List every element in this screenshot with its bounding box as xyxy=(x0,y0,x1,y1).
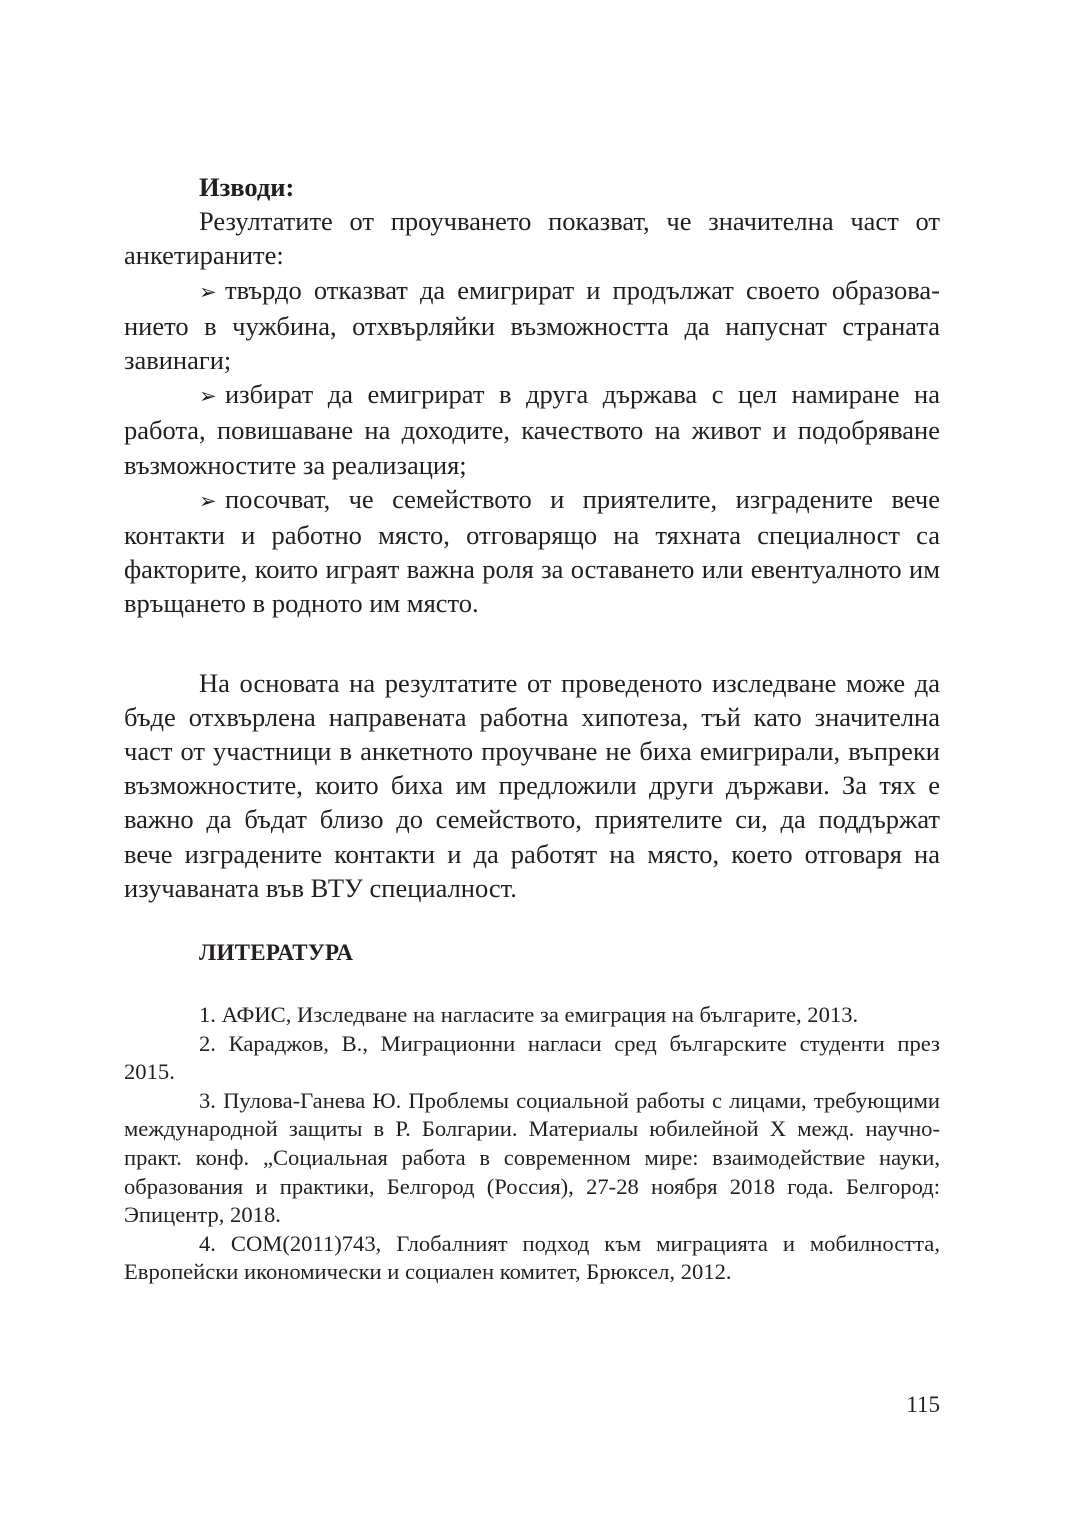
reference-4: 4. COM(2011)743, Глобалният подход към миграцията и мобилността, Европейски икономически и социален комитет, Брюксел, 2012. xyxy=(124,1230,940,1285)
page-number: 115 xyxy=(906,1392,940,1417)
page-content xyxy=(124,170,940,1287)
bullet-text-2: избират да емигрират в друга държава с цел намиране на работа, повишаване на доходите, качеството на живот и подобряване възможностите за реализация; xyxy=(124,379,940,480)
reference-2: 2. Караджов, В., Миграционни нагласи сред българските студенти през 2015. xyxy=(124,1030,940,1085)
paragraph-gap xyxy=(124,621,940,666)
section-gap xyxy=(124,968,940,1001)
conclusions-closing-paragraph: На основата на резултатите от проведеното изследване може да бъде отхвърлена направената работна хипотеза, тъй като значителна част от участници в анкетното проучване не биха емигрирали, въпреки възможностите, които биха им предложили други държави. За тях е важно да бъдат близо до семейството, приятелите си, да поддържат вече изградените контакти и да работят на място, което отговаря на изучаваната във ВТУ специалност. xyxy=(124,667,940,903)
bullet-text-1: твърдо отказват да емигрират и продължат своето образованието в чужбина, отхвърляйки възможността да напуснат страната завинаги; xyxy=(124,274,940,376)
conclusions-heading: Изводи: xyxy=(199,172,295,202)
bullet-item-1 xyxy=(124,273,940,378)
section-gap xyxy=(124,905,940,938)
arrow-bullet-icon: ➢ xyxy=(199,384,217,409)
bullet-item-3 xyxy=(124,482,940,621)
literature-heading: ЛИТЕРАТУРА xyxy=(199,940,354,966)
bullet-text-3: посочват, че семейството и приятелите, изградените вече контакти и работно място, отговарящо на тяхната специалност са факторите, които играят важна роля за оставането или евентуалното им връщането в родното им място. xyxy=(124,483,940,619)
arrow-bullet-icon: ➢ xyxy=(199,488,217,513)
conclusions-intro: Резултатите от проучването показват, че значителна част от анкетираните: xyxy=(124,206,940,271)
reference-3: 3. Пулова-Ганева Ю. Проблемы социальной работы с лицами, требующими международной защиты в Р. Болгарии. Материалы юбилейной Х межд. научно-практ. конф. „Социальная работа в современном мире: взаимодействие науки, образования и практики, Белгород (Россия), 27-28 ноября 2018 года. Белгород: Эпицентр, 2018. xyxy=(124,1087,940,1228)
bullet-item-2 xyxy=(124,377,940,482)
arrow-bullet-icon: ➢ xyxy=(199,279,217,304)
reference-1: 1. АФИС, Изследване на нагласите за емиграция на българите, 2013. xyxy=(199,1002,859,1028)
